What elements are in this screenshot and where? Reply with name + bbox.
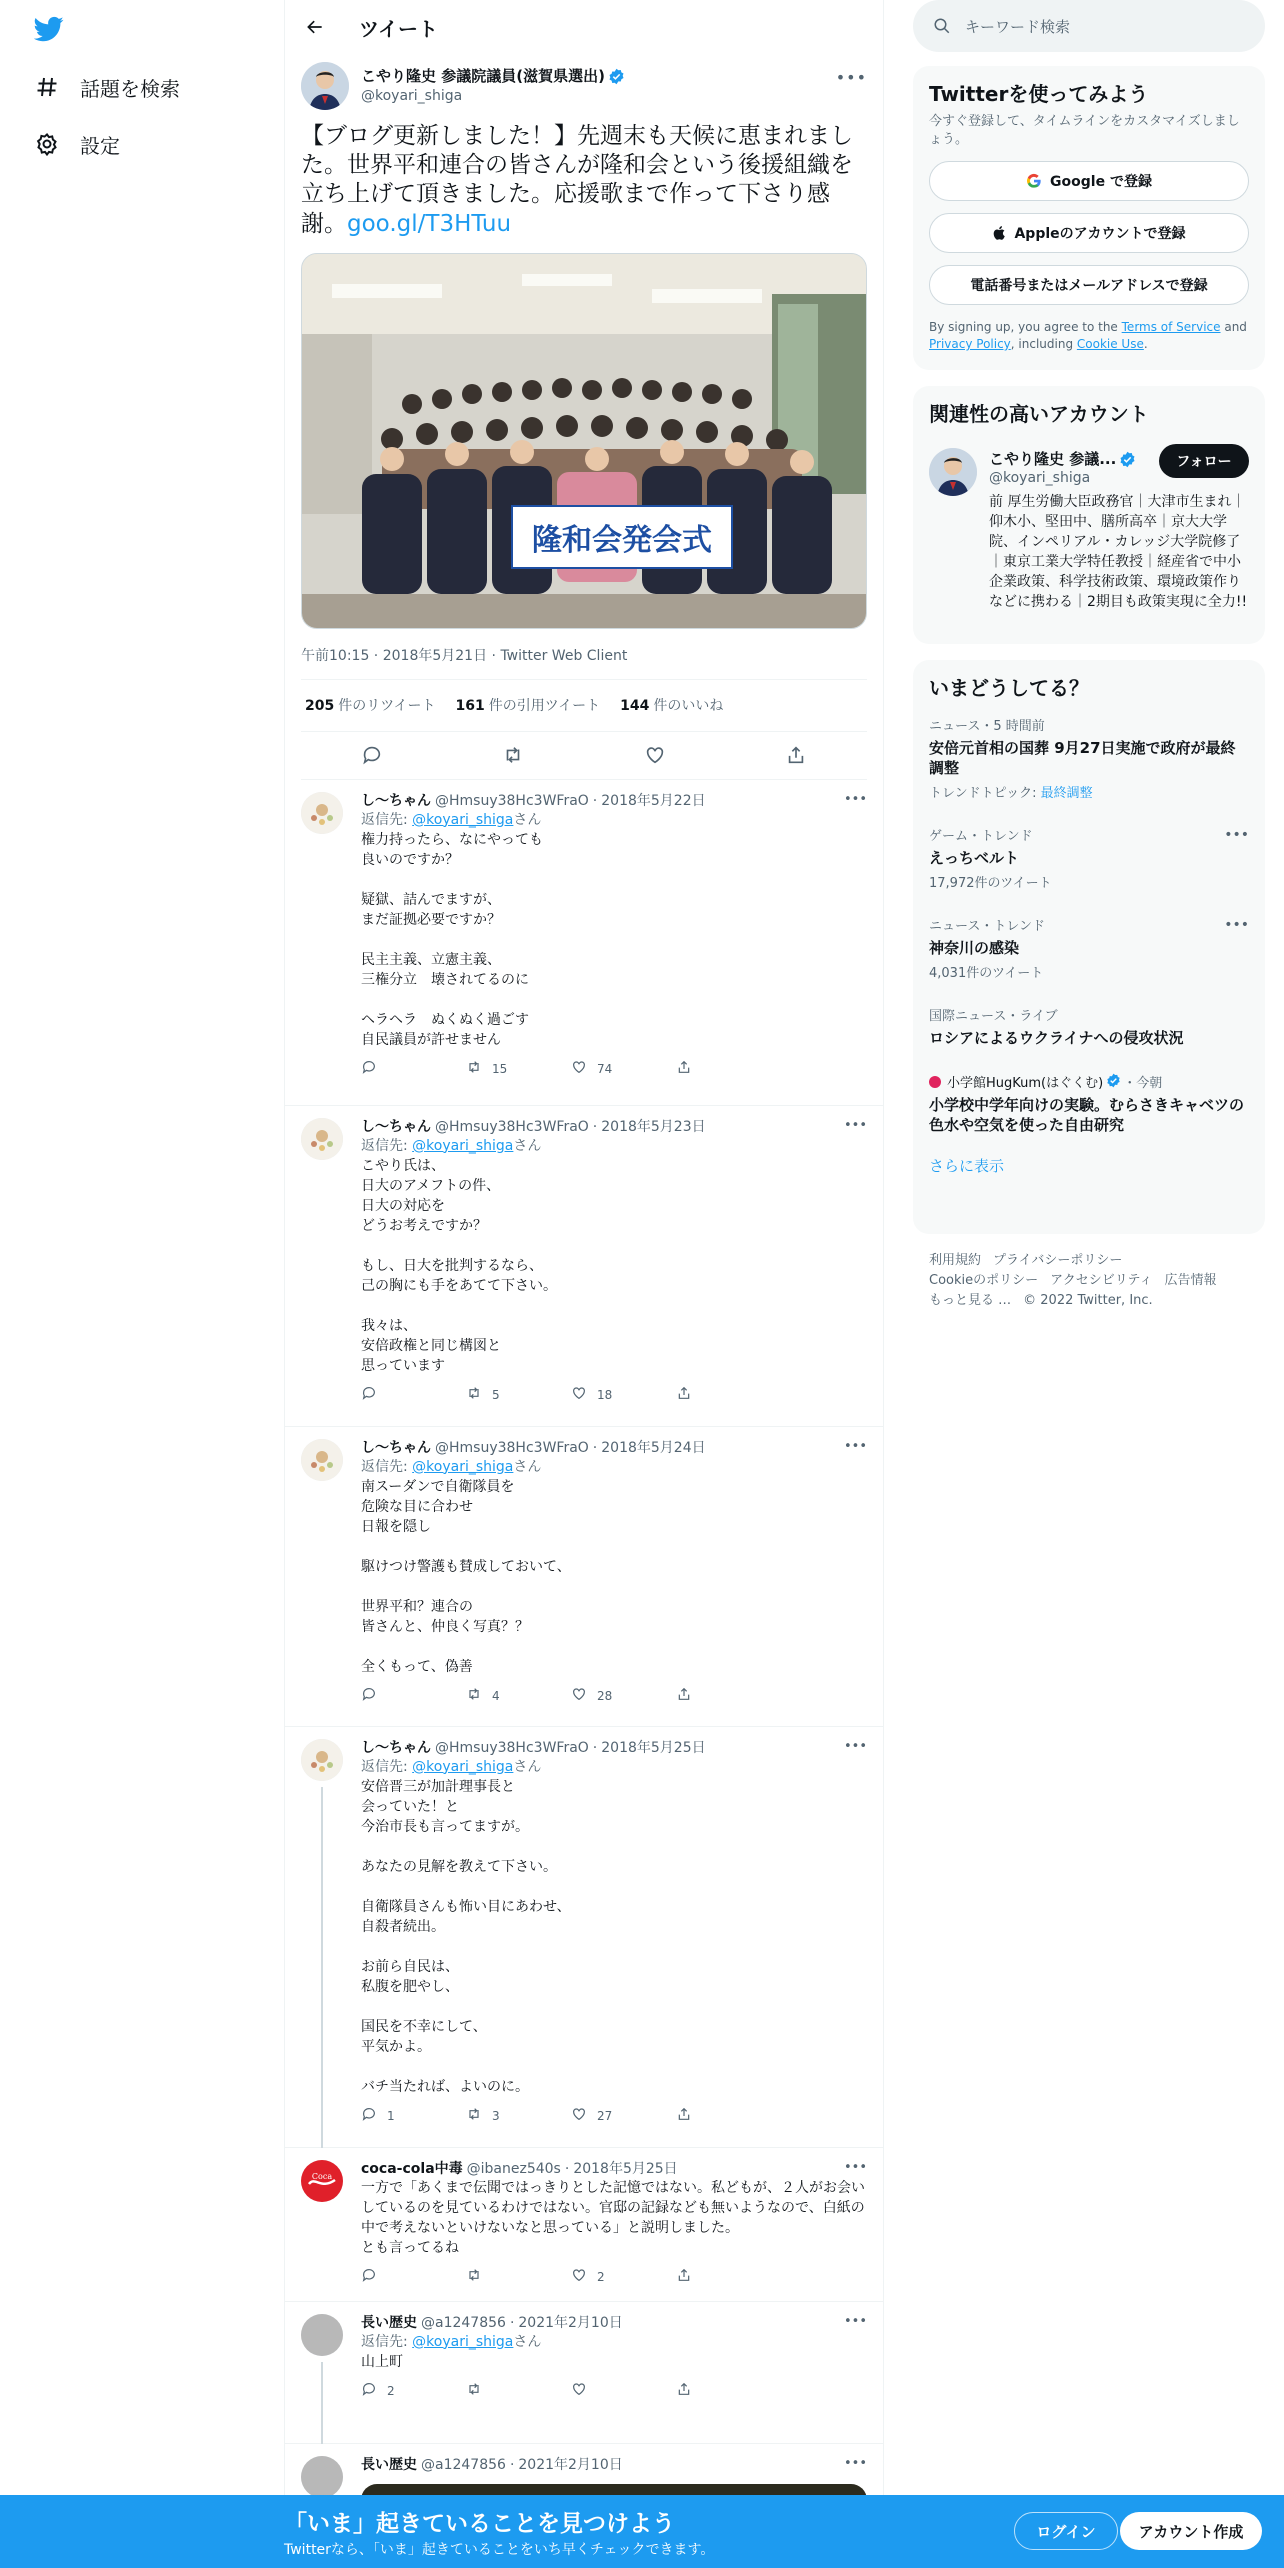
reply-author-name[interactable]: し～ちゃん (361, 1739, 431, 1756)
trend-title: 神奈川の感染 (929, 939, 1020, 957)
reply-to: 返信先: @koyari_shigaさん (361, 1758, 542, 1775)
reply-to-link[interactable]: @koyari_shiga (412, 2333, 514, 2350)
tweet-text (301, 122, 867, 239)
avatar[interactable] (301, 62, 349, 110)
cookie-link[interactable]: Cookie Use (1076, 337, 1144, 351)
reply-tweet[interactable] (285, 780, 883, 1106)
reply-button[interactable] (361, 2106, 466, 2125)
reply-tweet[interactable] (285, 1727, 883, 2148)
tweet-meta: 午前10:15 · 2018年5月21日 · Twitter Web Client (301, 645, 867, 680)
page-header (285, 0, 883, 54)
related-bio: 前 厚生労働大臣政務官｜大津市生まれ｜仰木小、堅田中、膳所高卒｜京大大学院、インペリアル・カレッジ大学院修了｜東京工業大学特任教授｜経産省で中小企業政策、科学技術政策、環境政策作りなどに携わる｜2期目も政策実現に全力!! (989, 494, 1248, 610)
reply-header: し～ちゃん @Hmsuy38Hc3WFraO · 2018年5月25日 (361, 1739, 706, 1756)
reply-header: 長い歴史 @a1247856 · 2021年2月10日 (361, 2456, 623, 2473)
main-column (284, 0, 884, 2568)
reply-author-handle[interactable]: @a1247856 (421, 2314, 506, 2331)
reply-author-name[interactable]: し～ちゃん (361, 1118, 431, 1135)
nav-explore[interactable] (34, 67, 180, 107)
more-options-icon[interactable]: ••• (843, 2159, 867, 2175)
share-button[interactable] (676, 1686, 781, 1705)
thread-line (321, 2362, 323, 2444)
photo-banner-text: 隆和会発会式 (532, 522, 712, 558)
trend-title: 小学校中学年向けの実験。むらさきキャベツの色水や空気を使った自由研究 (929, 1096, 1245, 1134)
reply-to-link[interactable]: @koyari_shiga (412, 1137, 514, 1154)
trends-title: いまどうしてる？ (929, 676, 1089, 700)
footer-link[interactable]: アクセシビリティ (1050, 1273, 1153, 1288)
reply-icon (361, 2106, 387, 2125)
reply-author-name[interactable]: 長い歴史 (361, 2314, 417, 2331)
trend-item[interactable] (929, 993, 1249, 1060)
page-title: ツイート (359, 16, 438, 41)
privacy-link[interactable]: Privacy Policy (929, 337, 1011, 351)
reply-to: 返信先: @koyari_shigaさん (361, 811, 542, 828)
reply-icon (361, 1385, 387, 1404)
share-icon (676, 1686, 702, 1705)
nav-settings-label: 設定 (80, 133, 120, 158)
reply-date[interactable]: 2018年5月22日 (601, 792, 706, 809)
share-icon (676, 2106, 702, 2125)
footer-link[interactable]: プライバシーポリシー (993, 1253, 1123, 1268)
quote-count[interactable]: 161 件の引用ツイート (455, 698, 601, 715)
avatar[interactable] (301, 2314, 343, 2356)
reply-icon (361, 2381, 387, 2400)
footer-link[interactable]: もっと見る … (929, 1293, 1012, 1308)
avatar[interactable] (301, 1439, 343, 1481)
reply-icon (361, 1686, 387, 1705)
reply-to-link[interactable]: @koyari_shiga (412, 1458, 514, 1475)
signup-legal: By signing up, you agree to the Terms of Service and Privacy Policy, including Cookie Use. (929, 320, 1247, 351)
author-name[interactable]: こやり隆史 参議院議員(滋賀県選出) (361, 67, 605, 86)
nav-explore-label: 話題を検索 (80, 76, 180, 101)
reply-author-name[interactable]: し～ちゃん (361, 1439, 431, 1456)
reply-to: 返信先: @koyari_shigaさん (361, 1458, 542, 1475)
share-icon (676, 1385, 702, 1404)
share-button[interactable] (676, 2381, 781, 2400)
reply-to: 返信先: @koyari_shigaさん (361, 1137, 542, 1154)
verified-badge-icon (1119, 451, 1136, 468)
tweet-photo[interactable] (301, 253, 867, 629)
login-button[interactable]: ログイン (1014, 2512, 1118, 2550)
tweet-actions (301, 732, 867, 780)
reply-date[interactable]: 2018年5月25日 (601, 1739, 706, 1756)
show-more-link[interactable]: さらに表示 (929, 1157, 1005, 1175)
share-button[interactable] (676, 2106, 781, 2125)
tweet-body: 【ブログ更新しました！】先週末も天候に恵まれました。世界平和連合の皆さんが隆和会という後援組織を立ち上げて頂きました。応援歌まで作って下さり感謝。 (301, 123, 853, 237)
like-count: 27 (597, 2108, 613, 2123)
reply-author-handle[interactable]: @Hmsuy38Hc3WFraO (435, 1439, 589, 1456)
footer-link[interactable]: 利用規約 (929, 1253, 982, 1268)
trend-context: ゲーム・トレンド (929, 829, 1033, 844)
share-icon (676, 1059, 702, 1078)
related-title: 関連性の高いアカウント (929, 402, 1149, 426)
more-options-icon[interactable]: ••• (843, 1438, 867, 1454)
google-signup-label: Google で登録 (1050, 174, 1152, 190)
reply-tweet[interactable] (285, 1427, 883, 1727)
trend-title: 安倍元首相の国葬 9月27日実施で政府が最終調整 (929, 739, 1236, 777)
retweet-count[interactable]: 205 件のリツイート (305, 698, 436, 715)
retweet-button[interactable] (466, 2381, 571, 2400)
reply-tweet[interactable] (285, 2302, 883, 2444)
trend-context: ニュース・トレンド (929, 919, 1046, 934)
like-icon (571, 1059, 597, 1078)
reply-actions (361, 1050, 867, 1088)
like-button[interactable] (571, 1686, 676, 1705)
reply-author-name[interactable]: 長い歴史 (361, 2456, 417, 2473)
author-handle[interactable]: @koyari_shiga (361, 87, 463, 104)
trend-topic-link[interactable]: 最終調整 (1040, 786, 1093, 801)
related-name[interactable]: こやり隆史 参議... (989, 450, 1117, 468)
reply-author-name[interactable]: coca-cola中毒 (361, 2160, 463, 2177)
more-options-icon[interactable]: ••• (843, 2313, 867, 2329)
like-icon[interactable] (640, 740, 670, 770)
publisher-logo-icon (929, 1076, 941, 1088)
trend-item[interactable] (929, 903, 1249, 993)
reply-button[interactable] (361, 1385, 466, 1404)
reply-author-handle[interactable]: @Hmsuy38Hc3WFraO (435, 1739, 589, 1756)
reply-button[interactable] (361, 2381, 466, 2400)
verified-badge-icon (608, 68, 625, 85)
tweet-client: Twitter Web Client (500, 647, 628, 664)
footer-link[interactable]: 広告情報 (1164, 1273, 1217, 1288)
trend-item[interactable] (929, 1060, 1249, 1147)
reply-icon[interactable] (357, 740, 387, 770)
trend-item[interactable] (929, 813, 1249, 903)
retweet-icon (466, 1686, 492, 1705)
phone-signup-button[interactable] (929, 265, 1249, 305)
reply-text: 安倍晋三が加計理事長と 会っていた！と 今治市長も言ってますが。 あなたの見解を教えて下さい。 自衛隊員さんも怖い目にあわせ、 自殺者続出。 お前ら自民は、 私腹を肥やし、 国民を不幸にして、 平気かよ。 バチ当たれば、よいのに。 (361, 1778, 571, 2095)
related-avatar[interactable] (929, 448, 977, 496)
twitter-logo-icon[interactable] (34, 14, 64, 44)
retweet-button[interactable] (466, 2106, 571, 2125)
back-arrow-icon[interactable] (301, 13, 329, 41)
trend-context: 小学館HugKum(はぐくむ) ・今朝 (929, 1072, 1249, 1091)
reply-text: こやり氏は、 日大のアメフトの件、 日大の対応を どうお考えですか？ もし、日大を批判するなら、 己の胸にも手をあてて下さい。 我々は、 安倍政権と同じ構図と 思っています (361, 1157, 557, 1374)
like-button[interactable] (571, 2267, 676, 2286)
trends-card (913, 660, 1265, 1234)
like-button[interactable] (571, 2106, 676, 2125)
related-accounts-card (913, 386, 1265, 644)
reply-actions (361, 1376, 867, 1414)
avatar[interactable] (301, 2160, 343, 2202)
reply-author-handle[interactable]: @a1247856 (421, 2456, 506, 2473)
more-options-icon[interactable]: ••• (843, 1117, 867, 1133)
copyright: © 2022 Twitter, Inc. (1023, 1293, 1153, 1308)
trend-extra: 4,031件のツイート (929, 966, 1044, 981)
retweet-button[interactable] (466, 1059, 571, 1078)
reply-header: し～ちゃん @Hmsuy38Hc3WFraO · 2018年5月23日 (361, 1118, 706, 1135)
reply-text: 一方で「あくまで伝聞ではっきりとした記憶ではない。私どもが、２人がお会いしているのを見ているわけではない。官邸の記録なども無いようなので、白紙の中で考えないといけないなと思っている」と説明しました。 とも言ってるね (361, 2179, 865, 2256)
trend-title: えっちベルト (929, 849, 1020, 867)
trend-extra: 17,972件のツイート (929, 876, 1052, 891)
share-icon (676, 2381, 702, 2400)
thread-line (321, 1787, 323, 2148)
retweet-button[interactable] (466, 1686, 571, 1705)
reply-icon (361, 1059, 387, 1078)
reply-author-handle[interactable]: @Hmsuy38Hc3WFraO (435, 792, 589, 809)
hashtag-icon (34, 74, 60, 100)
reply-author-handle[interactable]: @ibanez540s (466, 2160, 561, 2177)
reply-text: 権力持ったら、なにやっても 良いのですか？ 疑獄、詰んでますが、 まだ証拠必要ですか？ 民主主義、立憲主義、 三権分立 壊されてるのに ヘラヘラ ぬくぬく過ごす 自民議員が許せません (361, 831, 543, 1048)
apple-signup-button[interactable] (929, 213, 1249, 253)
reply-author-handle[interactable]: @Hmsuy38Hc3WFraO (435, 1118, 589, 1135)
like-count: 74 (597, 1061, 613, 1076)
footer-link[interactable]: Cookieのポリシー (929, 1273, 1039, 1288)
reply-actions (361, 2097, 867, 2135)
reply-date[interactable]: 2021年2月10日 (518, 2456, 623, 2473)
phone-signup-label: 電話番号またはメールアドレスで登録 (970, 278, 1208, 294)
like-button[interactable] (571, 1059, 676, 1078)
apple-signup-label: Appleのアカウントで登録 (1014, 226, 1186, 242)
avatar[interactable] (301, 792, 343, 834)
reply-date[interactable]: 2018年5月25日 (573, 2160, 678, 2177)
retweet-icon (466, 2381, 492, 2400)
tweet-author (301, 62, 867, 110)
trend-context: 国際ニュース・ライブ (929, 1009, 1058, 1024)
reply-count: 1 (387, 2108, 395, 2123)
retweet-count: 4 (492, 1688, 500, 1703)
more-options-icon[interactable]: ••• (843, 2455, 867, 2471)
signup-title: Twitterを使ってみよう (929, 82, 1149, 106)
retweet-count: 15 (492, 1061, 508, 1076)
main-tweet (285, 54, 883, 780)
reply-button[interactable] (361, 1059, 466, 1078)
retweet-icon (466, 2106, 492, 2125)
more-options-icon[interactable]: ••• (835, 68, 867, 87)
tweet-link[interactable]: goo.gl/T3HTuu (347, 210, 512, 237)
related-handle[interactable]: @koyari_shiga (989, 470, 1091, 486)
login-banner (0, 2495, 1284, 2568)
reply-button[interactable] (361, 1686, 466, 1705)
banner-subtitle: Twitterなら、「いま」起きていることをいち早くチェックできます。 (284, 2542, 715, 2558)
follow-button[interactable]: フォロー (1159, 444, 1249, 478)
left-nav (0, 0, 284, 2568)
like-button[interactable] (571, 2381, 676, 2400)
reply-actions (361, 1677, 867, 1715)
apple-icon (992, 225, 1008, 241)
reply-tweet[interactable] (285, 2148, 883, 2302)
more-options-icon[interactable]: ••• (1224, 917, 1249, 933)
reply-header: 長い歴史 @a1247856 · 2021年2月10日 (361, 2314, 623, 2331)
reply-header: し～ちゃん @Hmsuy38Hc3WFraO · 2018年5月24日 (361, 1439, 706, 1456)
tweet-time[interactable]: 午前10:15 (301, 647, 370, 664)
like-count: 18 (597, 1387, 613, 1402)
search-input[interactable] (913, 0, 1265, 52)
signup-subtitle: 今すぐ登録して、タイムラインをカスタマイズしましょう。 (929, 114, 1240, 147)
tweet-date[interactable]: 2018年5月21日 (382, 647, 488, 664)
trend-title: ロシアによるウクライナへの侵攻状況 (929, 1029, 1184, 1047)
svg-text:Coca: Coca (311, 2171, 333, 2181)
reply-button[interactable] (361, 2267, 466, 2286)
reply-to-link[interactable]: @koyari_shiga (412, 811, 514, 828)
avatar[interactable] (301, 1739, 343, 1781)
retweet-icon (466, 1385, 492, 1404)
reply-to-link[interactable]: @koyari_shiga (412, 1758, 514, 1775)
reply-tweet[interactable] (285, 1106, 883, 1427)
avatar[interactable] (301, 1118, 343, 1160)
retweet-count: 3 (492, 2108, 500, 2123)
trend-item[interactable] (929, 701, 1249, 813)
reply-date[interactable]: 2018年5月24日 (601, 1439, 706, 1456)
more-options-icon[interactable]: ••• (843, 791, 867, 807)
google-icon (1026, 173, 1042, 189)
gear-icon (34, 131, 60, 157)
share-icon (676, 2267, 702, 2286)
share-button[interactable] (676, 1385, 781, 1404)
verified-badge-icon (1106, 1073, 1123, 1090)
retweet-button[interactable] (466, 2267, 571, 2286)
retweet-icon (466, 1059, 492, 1078)
reply-icon (361, 2267, 387, 2286)
like-icon (571, 2106, 597, 2125)
nav-settings[interactable] (34, 124, 120, 164)
reply-date[interactable]: 2018年5月23日 (601, 1118, 706, 1135)
like-count: 28 (597, 1688, 613, 1703)
trend-context: ニュース・5 時間前 (929, 719, 1045, 734)
reply-header: coca-cola中毒 @ibanez540s · 2018年5月25日 (361, 2160, 678, 2177)
more-options-icon[interactable]: ••• (1224, 827, 1249, 843)
reply-list (285, 780, 883, 2568)
like-icon (571, 2381, 597, 2400)
reply-date[interactable]: 2021年2月10日 (518, 2314, 623, 2331)
reply-author-name[interactable]: し～ちゃん (361, 792, 431, 809)
retweet-button[interactable] (466, 1385, 571, 1404)
like-count: 2 (597, 2269, 605, 2284)
reply-count: 2 (387, 2383, 395, 2398)
trend-extra: トレンドトピック: 最終調整 (929, 786, 1093, 801)
terms-link[interactable]: Terms of Service (1121, 320, 1221, 334)
share-button[interactable] (676, 2267, 781, 2286)
retweet-icon (466, 2267, 492, 2286)
reply-text: 山上町 (361, 2353, 403, 2370)
avatar[interactable] (301, 2456, 343, 2498)
banner-title: 「いま」起きていることを見つけよう (284, 2511, 675, 2537)
tweet-stats (301, 680, 867, 732)
retweet-count: 5 (492, 1387, 500, 1402)
search-placeholder: キーワード検索 (965, 17, 1071, 36)
more-options-icon[interactable]: ••• (843, 1738, 867, 1754)
reply-text: 南スーダンで自衛隊員を 危険な目に合わせ 日報を隠し 駆けつけ警護も賛成しておいて、 世界平和？連合の 皆さんと、仲良く写真？？ 全くもって、偽善 (361, 1478, 571, 1675)
like-icon (571, 1385, 597, 1404)
reply-header: し～ちゃん @Hmsuy38Hc3WFraO · 2018年5月22日 (361, 792, 706, 809)
retweet-icon[interactable] (498, 740, 528, 770)
like-count[interactable]: 144 件のいいね (620, 698, 724, 715)
share-icon[interactable] (781, 740, 811, 770)
google-signup-button[interactable] (929, 161, 1249, 201)
like-icon (571, 1686, 597, 1705)
search-icon (933, 17, 951, 35)
like-icon (571, 2267, 597, 2286)
signup-card (913, 66, 1265, 370)
reply-actions (361, 2258, 867, 2296)
like-button[interactable] (571, 1385, 676, 1404)
signup-button[interactable]: アカウント作成 (1120, 2512, 1262, 2550)
reply-to: 返信先: @koyari_shigaさん (361, 2333, 542, 2350)
share-button[interactable] (676, 1059, 781, 1078)
footer-links (929, 1251, 1259, 1311)
reply-actions (361, 2372, 867, 2410)
